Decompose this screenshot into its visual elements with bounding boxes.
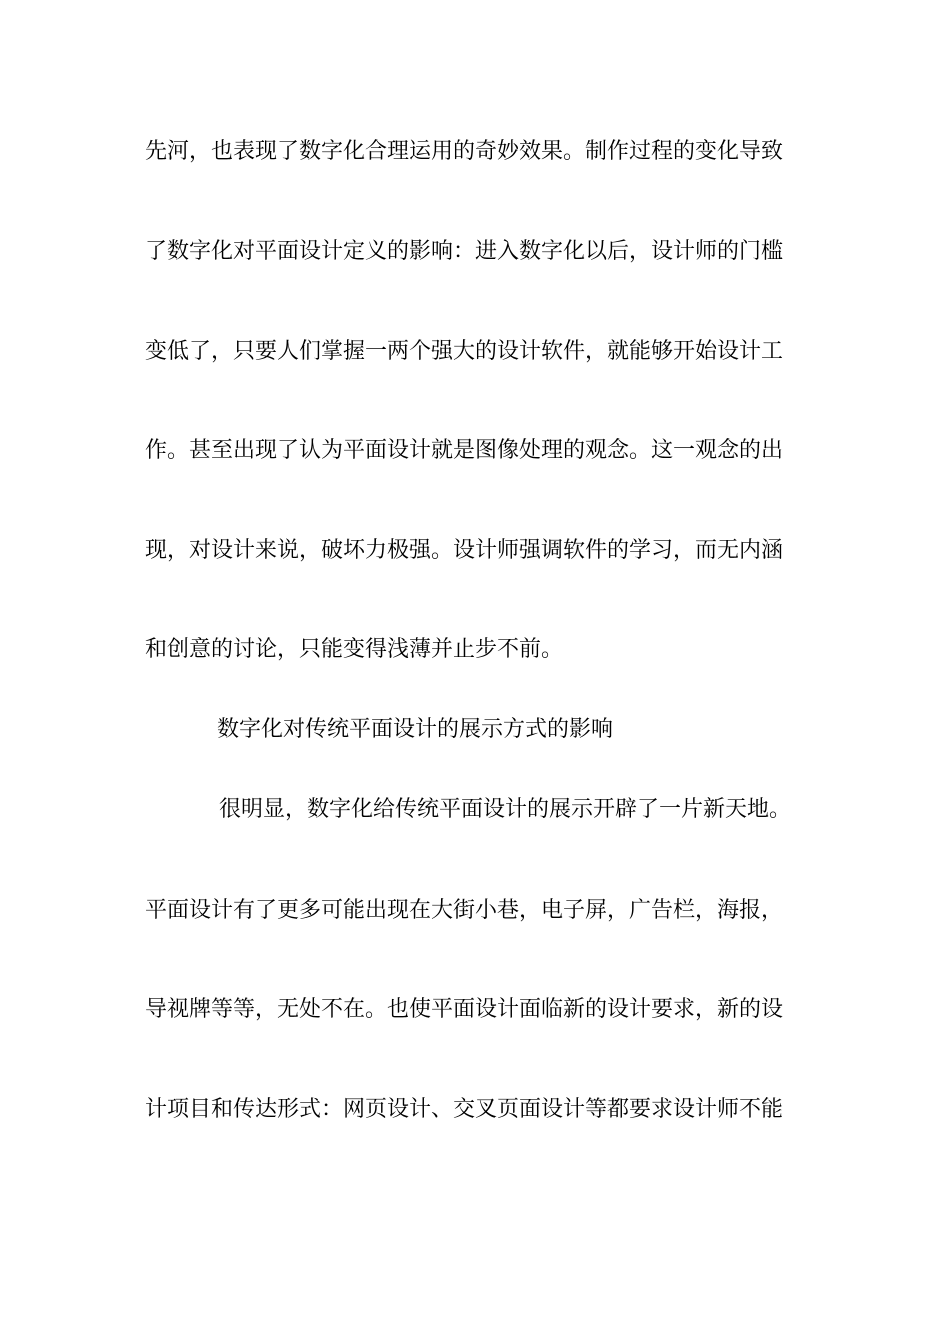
text-line: 和创意的讨论，只能变得浅薄并止步不前。: [145, 637, 564, 662]
section-heading: 数字化对传统平面设计的展示方式的影响: [217, 717, 614, 742]
text-line: 现，对设计来说，破坏力极强。设计师强调软件的学习，而无内涵: [145, 538, 784, 563]
text-line: 导视牌等等，无处不在。也使平面设计面临新的设计要求，新的设: [145, 997, 784, 1022]
text-line: 平面设计有了更多可能出现在大街小巷，电子屏，广告栏，海报，: [145, 898, 784, 923]
text-line: 了数字化对平面设计定义的影响：进入数字化以后，设计师的门槛: [145, 239, 784, 264]
text-line: 变低了，只要人们掌握一两个强大的设计软件，就能够开始设计工: [145, 339, 784, 364]
text-line: 先河，也表现了数字化合理运用的奇妙效果。制作过程的变化导致: [145, 139, 784, 164]
text-line: 计项目和传达形式：网页设计、交叉页面设计等都要求设计师不能: [145, 1097, 784, 1122]
text-line: 作。甚至出现了认为平面设计就是图像处理的观念。这一观念的出: [145, 438, 784, 463]
text-line: 很明显，数字化给传统平面设计的展示开辟了一片新天地。: [219, 797, 792, 822]
